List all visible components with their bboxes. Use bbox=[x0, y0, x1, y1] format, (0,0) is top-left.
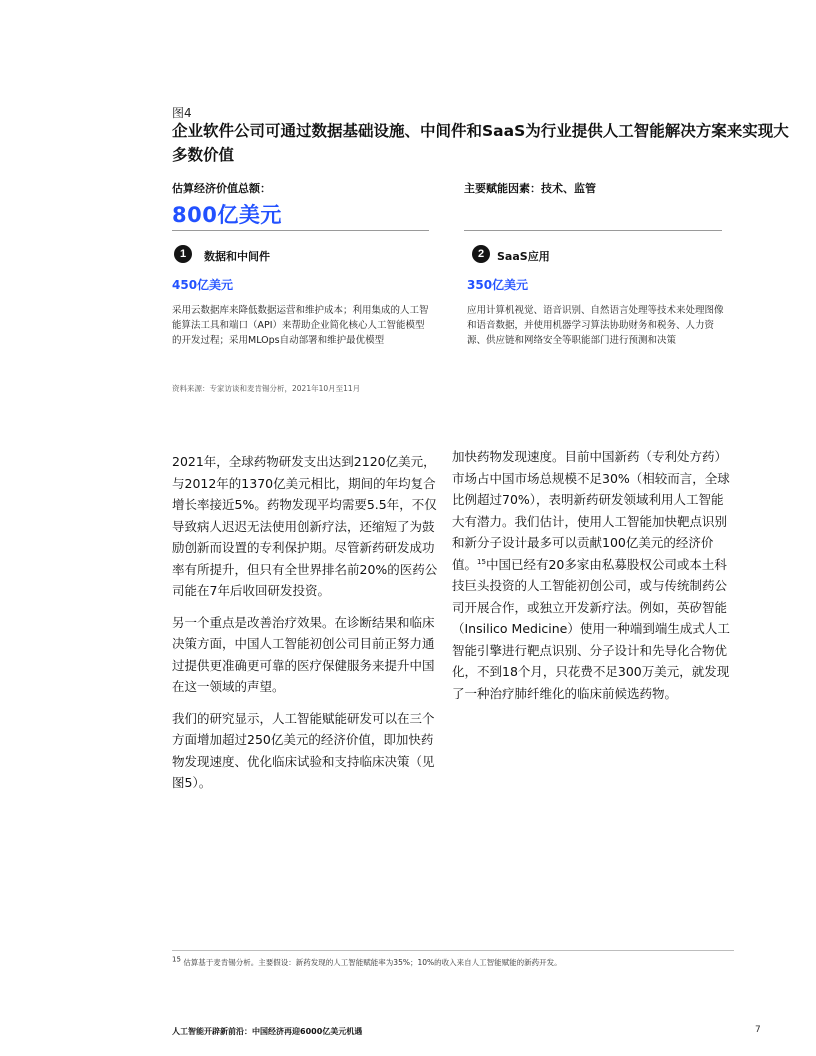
footer-title: 人工智能开辟新前沿：中国经济再迎6000亿美元机遇 bbox=[172, 1027, 363, 1036]
total-value-label: 估算经济价值总额： bbox=[172, 182, 271, 195]
item-description-saas: 应用计算机视觉、语音识别、自然语言处理等技术来处理图像和语音数据，并使用机器学习算法协助财务和税务、人力资源、供应链和网络安全等职能部门进行预测和决策 bbox=[467, 305, 724, 346]
figure-source: 资料来源：专家访谈和麦肯锡分析，2021年10月至11月 bbox=[172, 384, 361, 393]
body-text: 中国已经有20多家由私募股权公司或本土科技巨头投资的人工智能初创公司，或与传统制药公司开展合作，或独立开发新疗法。例如，英矽智能（Insilico Medicine）使用一种端到端生成式人工智能引擎进行靶点识别、分子设计和先导化合物优化，不到18个月，只花费不足300万美元，就发现了一种治疗肺纤维化的临床前候选药物。 bbox=[452, 556, 730, 701]
footnote-reference[interactable]: 15 bbox=[477, 557, 486, 566]
key-enablers: 主要赋能因素：技术、监管 bbox=[464, 182, 596, 195]
footnote bbox=[172, 957, 562, 968]
item-title-saas: SaaS应用 bbox=[497, 250, 550, 263]
page-number: 7 bbox=[755, 1025, 761, 1035]
footnote-text: 估算基于麦肯锡分析。主要假设：新药发现的人工智能赋能率为35%；10%的收入来自人工智能赋能的新药开发。 bbox=[183, 958, 562, 967]
item-title-data-middleware: 数据和中间件 bbox=[204, 250, 270, 263]
body-column-right bbox=[452, 446, 730, 714]
body-text: 加快药物发现速度。目前中国新药（专利处方药）市场占中国市场总规模不足30%（相较而言，全球比例超过70%），表明新药研发领域利用人工智能大有潜力。我们估计，使用人工智能加快靶点识别和新分子设计最多可以贡献100亿美元的经济价值。 bbox=[452, 449, 730, 572]
divider-right bbox=[464, 230, 722, 231]
item-amount-saas: 350亿美元 bbox=[467, 278, 529, 292]
total-value: 800亿美元 bbox=[172, 203, 282, 227]
item-number-badge: 1 bbox=[174, 245, 192, 263]
figure-label: 图4 bbox=[172, 106, 192, 120]
footnote-number: 15 bbox=[172, 955, 181, 964]
item-amount-data-middleware: 450亿美元 bbox=[172, 278, 234, 292]
body-paragraph: 另一个重点是改善治疗效果。在诊断结果和临床决策方面，中国人工智能初创公司目前正努力通过提供更准确更可靠的医疗保健服务来提升中国在这一领域的声望。 bbox=[172, 614, 435, 694]
body-column-left bbox=[172, 451, 444, 804]
body-paragraph: 2021年，全球药物研发支出达到2120亿美元，与2012年的1370亿美元相比，期间的年均复合增长率接近5%。药物发现平均需要5.5年，不仅导致病人迟迟无法使用创新疗法，还缩短了为鼓励创新而设置的专利保护期。尽管新药研发成功率有所提升，但只有全世界排名前20%的医药公司能在7年后收回研发投资。 bbox=[172, 454, 438, 598]
footnote-divider bbox=[172, 950, 734, 951]
divider-left bbox=[172, 230, 429, 231]
body-paragraph: 我们的研究显示，人工智能赋能研发可以在三个方面增加超过250亿美元的经济价值，即加快药物发现速度、优化临床试验和支持临床决策（见图5）。 bbox=[172, 710, 435, 790]
item-description-data-middleware: 采用云数据库来降低数据运营和维护成本；利用集成的人工智能算法工具和端口（API）来帮助企业简化核心人工智能模型的开发过程；采用MLOps自动部署和维护最优模型 bbox=[172, 305, 429, 346]
body-paragraph bbox=[452, 446, 730, 704]
item-number-badge: 2 bbox=[472, 245, 490, 263]
figure-title: 企业软件公司可通过数据基础设施、中间件和SaaS为行业提供人工智能解决方案来实现大多数价值 bbox=[172, 122, 789, 164]
